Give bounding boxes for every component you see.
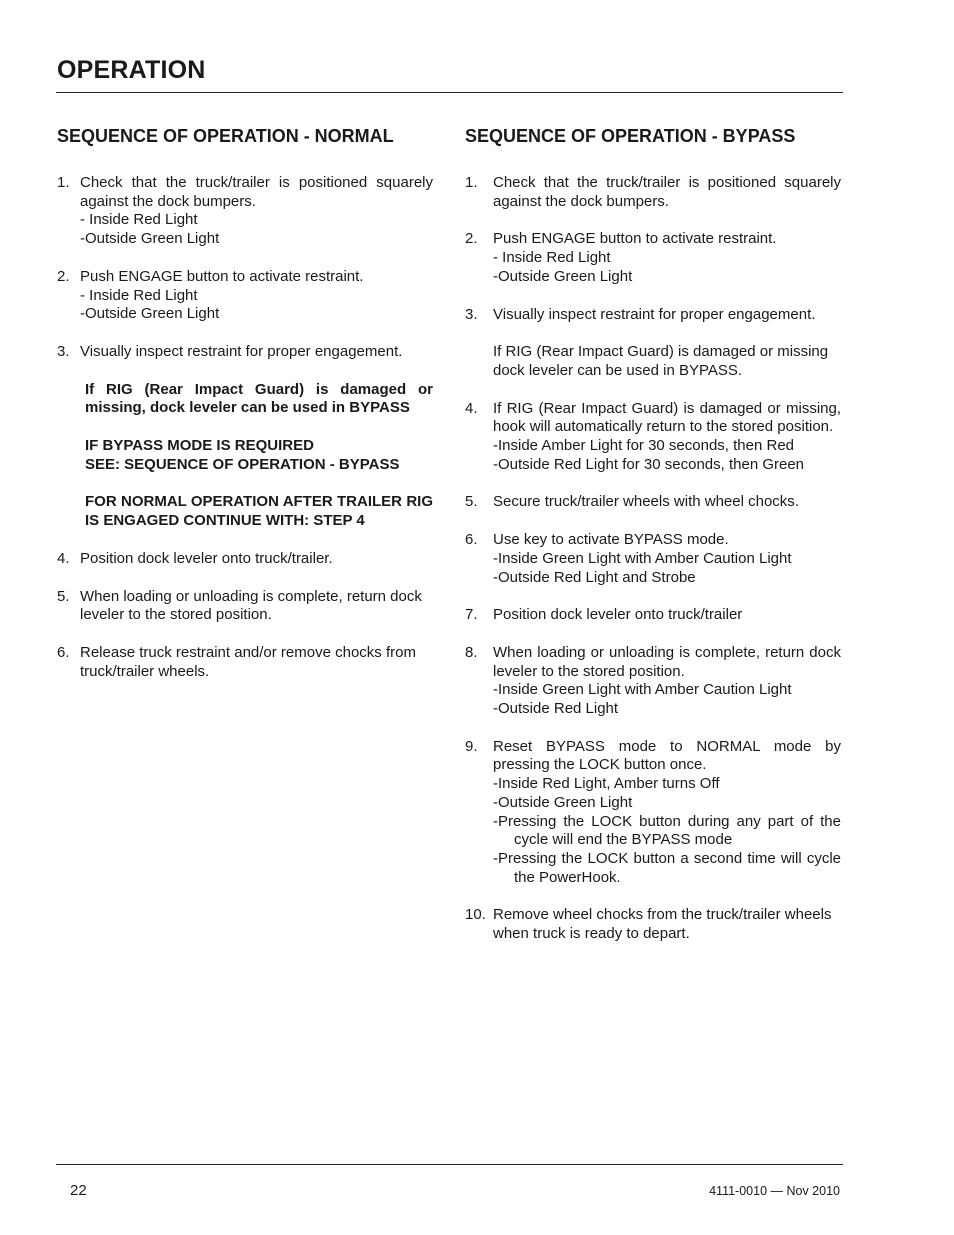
normal-step-6 <box>57 644 433 681</box>
step-number: 1. <box>465 174 478 191</box>
bypass-step-7 <box>465 606 841 625</box>
step-text: Position dock leveler onto truck/trailer. <box>80 549 333 567</box>
step-sub: -Outside Red Light for 30 seconds, then Green <box>493 455 805 473</box>
bypass-section-heading: SEQUENCE OF OPERATION - BYPASS <box>465 126 796 146</box>
step-number: 5. <box>57 587 70 605</box>
step-number: 2. <box>465 230 478 248</box>
step-text: Push ENGAGE button to activate restraint. <box>493 230 777 248</box>
step-sub: -Inside Red Light, Amber turns Off <box>493 775 720 793</box>
step-text: If RIG (Rear Impact Guard) is damaged or missing, hook will automatically return to the stored position. <box>493 399 841 436</box>
normal-sequence-column <box>57 125 433 700</box>
step-sub: -Inside Green Light with Amber Caution Light <box>493 549 792 567</box>
bypass-rig-note: If RIG (Rear Impact Guard) is damaged or missing dock leveler can be used in BYPASS. <box>493 343 829 379</box>
bypass-step-1 <box>465 174 841 211</box>
step-sub: - Inside Red Light <box>80 286 198 304</box>
step-sub: -Pressing the LOCK button a second time will cycle the PowerHook. <box>493 849 841 886</box>
step-number: 1. <box>57 174 70 191</box>
step-number: 7. <box>465 606 478 624</box>
step-number: 6. <box>57 643 70 661</box>
step-text: Reset BYPASS mode to NORMAL mode by pressing the LOCK button once. <box>493 737 841 774</box>
step-number: 9. <box>465 737 478 755</box>
normal-step-5 <box>57 588 433 625</box>
step-sub: -Outside Green Light <box>80 305 220 323</box>
step-number: 6. <box>465 531 478 549</box>
normal-operation-note: FOR NORMAL OPERATION AFTER TRAILER RIG IS ENGAGED CONTINUE WITH: STEP 4 <box>85 493 433 530</box>
page-number: 22 <box>70 1182 87 1199</box>
step-text: Push ENGAGE button to activate restraint. <box>80 267 364 285</box>
bypass-sequence-column <box>465 125 841 963</box>
normal-step-4 <box>57 550 433 569</box>
step-number: 4. <box>57 549 70 567</box>
normal-step-2 <box>57 268 433 324</box>
bypass-step-6 <box>465 531 841 587</box>
see-bypass-line: SEE: SEQUENCE OF OPERATION - BYPASS <box>85 455 400 473</box>
step-number: 3. <box>465 305 478 323</box>
step-text: Release truck restraint and/or remove chocks from truck/trailer wheels. <box>80 643 416 680</box>
step-sub: -Outside Green Light <box>80 230 220 248</box>
step-number: 10. <box>465 906 486 924</box>
rig-note: If RIG (Rear Impact Guard) is damaged or missing, dock leveler can be used in BYPASS <box>85 380 433 417</box>
step-text: Check that the truck/trailer is positioned squarely against the dock bumpers. <box>493 174 841 210</box>
header-divider <box>56 92 843 93</box>
step-text: Secure truck/trailer wheels with wheel chocks. <box>493 493 799 511</box>
page-title: OPERATION <box>57 56 206 84</box>
normal-step-3 <box>57 343 433 362</box>
bypass-step-5 <box>465 493 841 512</box>
normal-section-heading: SEQUENCE OF OPERATION - NORMAL <box>57 126 394 146</box>
bypass-step-3 <box>465 306 841 325</box>
normal-step-1 <box>57 174 433 249</box>
step-sub: -Outside Red Light <box>493 700 619 718</box>
step-text: When loading or unloading is complete, return dock leveler to the stored position. <box>493 643 841 680</box>
step-number: 5. <box>465 493 478 511</box>
bypass-step-2 <box>465 230 841 286</box>
step-sub: -Outside Green Light <box>493 267 633 285</box>
step-sub: - Inside Red Light <box>493 249 611 267</box>
footer-divider <box>56 1164 843 1165</box>
step-sub: -Outside Red Light and Strobe <box>493 568 696 586</box>
bypass-required-note <box>57 437 433 474</box>
step-sub: -Pressing the LOCK button during any part of the cycle will end the BYPASS mode <box>493 812 841 849</box>
step-sub: -Inside Green Light with Amber Caution Light <box>493 681 792 699</box>
step-text: Use key to activate BYPASS mode. <box>493 531 729 549</box>
step-text: Visually inspect restraint for proper engagement. <box>80 342 403 360</box>
bypass-required-line: IF BYPASS MODE IS REQUIRED <box>85 437 314 455</box>
step-sub: - Inside Red Light <box>80 211 198 229</box>
step-text: Visually inspect restraint for proper engagement. <box>493 305 816 323</box>
step-sub: -Outside Green Light <box>493 793 633 811</box>
step-text: Check that the truck/trailer is positioned squarely against the dock bumpers. <box>80 174 433 210</box>
step-number: 3. <box>57 342 70 360</box>
bypass-step-9 <box>465 738 841 888</box>
step-number: 4. <box>465 399 478 417</box>
step-text: When loading or unloading is complete, return dock leveler to the stored position. <box>80 587 422 624</box>
step-number: 2. <box>57 267 70 285</box>
step-text: Remove wheel chocks from the truck/trailer wheels when truck is ready to depart. <box>493 906 832 943</box>
step-text: Position dock leveler onto truck/trailer <box>493 606 743 624</box>
step-sub: -Inside Amber Light for 30 seconds, then Red <box>493 437 795 455</box>
document-id: 4111-0010 — Nov 2010 <box>709 1184 840 1198</box>
bypass-step-8 <box>465 644 841 719</box>
bypass-step-10 <box>465 906 841 943</box>
step-number: 8. <box>465 643 478 661</box>
bypass-step-4 <box>465 400 841 475</box>
